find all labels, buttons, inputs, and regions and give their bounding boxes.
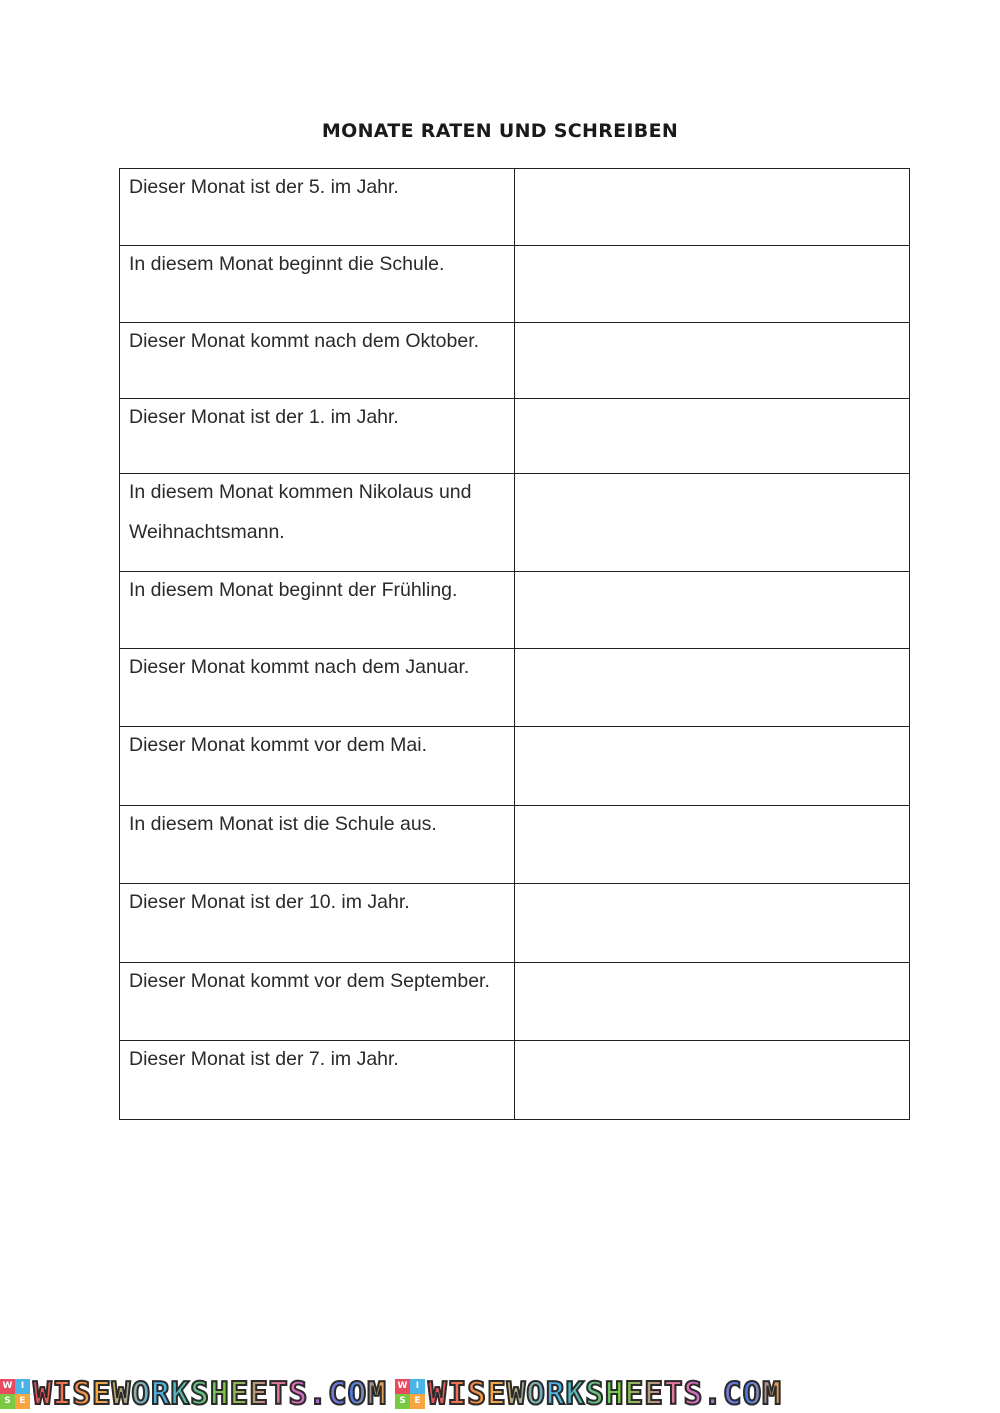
question-cell (120, 963, 515, 1041)
logo-letter: S (395, 1394, 410, 1409)
table-row (120, 1041, 910, 1120)
question-text: Dieser Monat ist der 7. im Jahr. (129, 1048, 399, 1070)
answer-cell[interactable] (515, 1041, 910, 1120)
question-cell (120, 474, 515, 572)
question-cell (120, 399, 515, 474)
question-cell (120, 1041, 515, 1120)
logo-letter: I (15, 1379, 30, 1394)
question-cell (120, 806, 515, 884)
answer-cell[interactable] (515, 399, 910, 474)
answer-cell[interactable] (515, 246, 910, 323)
table-row (120, 474, 910, 572)
question-text: In diesem Monat kommen Nikolaus und Weihnachtsmann. (129, 481, 472, 543)
question-text: Dieser Monat ist der 10. im Jahr. (129, 891, 410, 913)
table-row (120, 727, 910, 806)
logo-letter: E (410, 1394, 425, 1409)
question-text: Dieser Monat ist der 5. im Jahr. (129, 176, 399, 198)
table-row (120, 399, 910, 474)
answer-cell[interactable] (515, 169, 910, 246)
table-row (120, 649, 910, 727)
answer-cell[interactable] (515, 806, 910, 884)
question-cell (120, 572, 515, 649)
answer-cell[interactable] (515, 572, 910, 649)
logo-letter: S (0, 1394, 15, 1409)
question-cell (120, 246, 515, 323)
question-text: Dieser Monat kommt nach dem Oktober. (129, 330, 480, 352)
table-row (120, 246, 910, 323)
question-text: In diesem Monat beginnt der Frühling. (129, 579, 458, 601)
question-cell (120, 727, 515, 806)
brand-watermark (395, 1376, 782, 1412)
logo-letter: I (410, 1379, 425, 1394)
answer-cell[interactable] (515, 727, 910, 806)
table-row (120, 884, 910, 963)
brand-text: WISEWORKSHEETS.COM (427, 1376, 782, 1412)
answer-cell[interactable] (515, 323, 910, 399)
question-text: Dieser Monat kommt vor dem September. (129, 970, 490, 992)
logo-letter: W (395, 1379, 410, 1394)
brand-logo-icon (395, 1379, 425, 1409)
question-text: Dieser Monat kommt vor dem Mai. (129, 734, 427, 756)
question-cell (120, 323, 515, 399)
question-text: In diesem Monat beginnt die Schule. (129, 253, 445, 275)
question-cell (120, 884, 515, 963)
worksheet-title: MONATE RATEN UND SCHREIBEN (321, 120, 679, 142)
table-row (120, 323, 910, 399)
brand-watermark (0, 1376, 387, 1412)
table-row (120, 806, 910, 884)
table-row (120, 963, 910, 1041)
question-text: Dieser Monat ist der 1. im Jahr. (129, 406, 399, 428)
question-cell (120, 169, 515, 246)
answer-cell[interactable] (515, 884, 910, 963)
answer-cell[interactable] (515, 963, 910, 1041)
logo-letter: E (15, 1394, 30, 1409)
question-cell (120, 649, 515, 727)
question-text: Dieser Monat kommt nach dem Januar. (129, 656, 470, 678)
question-text: In diesem Monat ist die Schule aus. (129, 813, 437, 835)
quiz-table (119, 168, 910, 1120)
logo-letter: W (0, 1379, 15, 1394)
brand-logo-icon (0, 1379, 30, 1409)
table-row (120, 169, 910, 246)
table-row (120, 572, 910, 649)
watermark-footer (0, 1375, 1000, 1413)
brand-text: WISEWORKSHEETS.COM (33, 1376, 387, 1412)
answer-cell[interactable] (515, 649, 910, 727)
answer-cell[interactable] (515, 474, 910, 572)
